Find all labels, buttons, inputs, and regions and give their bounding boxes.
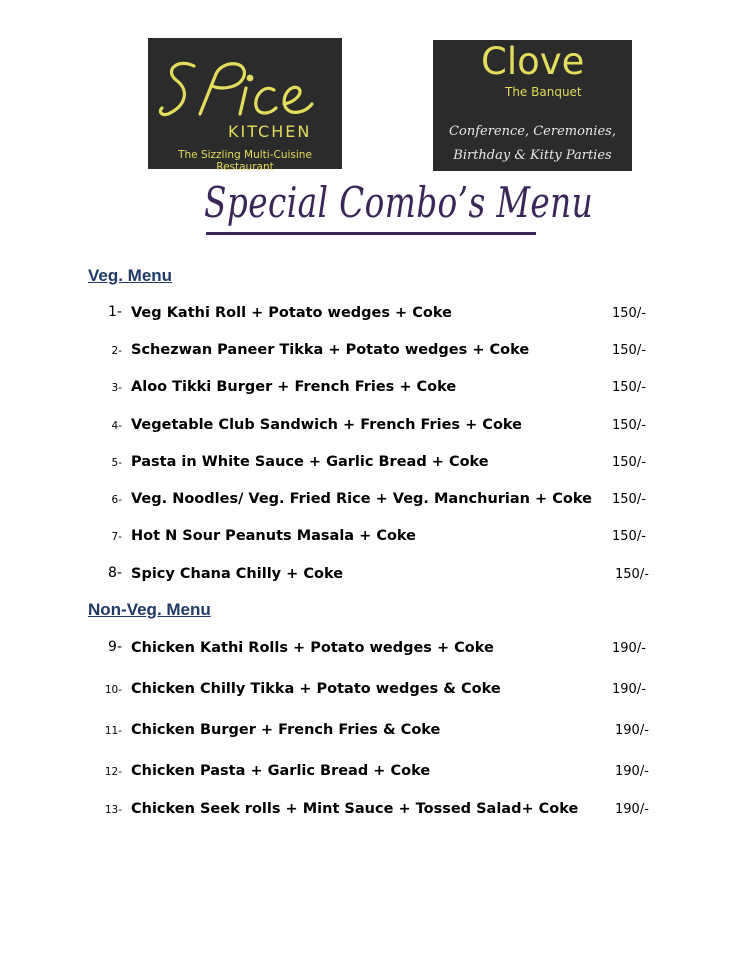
item-number: 2- [111, 345, 122, 357]
item-name: Chicken Chilly Tikka + Potato wedges & Coke [131, 681, 501, 697]
item-number: 12- [104, 766, 122, 778]
menu-item [0, 337, 742, 359]
item-price: 150/- [612, 529, 646, 544]
menu-item [0, 486, 742, 508]
menu-item [0, 374, 742, 396]
clove-banquet-logo [433, 40, 632, 171]
item-number: 4- [111, 420, 122, 432]
item-price: 150/- [612, 306, 646, 321]
menu-item [0, 561, 742, 583]
clove-name: Clove [481, 40, 585, 83]
item-name: Chicken Burger + French Fries & Coke [131, 722, 441, 738]
item-price: 150/- [612, 343, 646, 358]
menu-item [0, 412, 742, 434]
item-name: Chicken Seek rolls + Mint Sauce + Tossed Salad+ Coke [131, 801, 579, 817]
item-price: 150/- [615, 567, 649, 582]
item-number: 10- [104, 684, 122, 696]
menu-item [0, 635, 742, 657]
item-name: Veg Kathi Roll + Potato wedges + Coke [131, 305, 452, 321]
menu-item [0, 300, 742, 322]
nonveg-menu-heading: Non-Veg. Menu [88, 600, 211, 619]
item-price: 190/- [615, 723, 649, 738]
item-name: Hot N Sour Peanuts Masala + Coke [131, 528, 417, 544]
clove-services-line-1: Conference, Ceremonies, [449, 124, 616, 139]
item-price: 190/- [612, 682, 646, 697]
item-number: 6- [111, 494, 122, 506]
item-price: 150/- [612, 455, 646, 470]
item-name: Aloo Tikki Burger + French Fries + Coke [131, 379, 457, 395]
item-name: Chicken Kathi Rolls + Potato wedges + Coke [131, 640, 494, 656]
item-price: 150/- [612, 380, 646, 395]
item-name: Veg. Noodles/ Veg. Fried Rice + Veg. Manchurian + Coke [131, 491, 592, 507]
item-price: 190/- [615, 802, 649, 817]
item-price: 150/- [612, 492, 646, 507]
item-name: Spicy Chana Chilly + Coke [131, 566, 344, 582]
spice-kitchen-logo [148, 38, 342, 173]
item-name: Pasta in White Sauce + Garlic Bread + Coke [131, 454, 489, 470]
spice-tagline: The Sizzling Multi-Cuisine Restaurant [178, 149, 312, 173]
item-price: 190/- [615, 764, 649, 779]
clove-services-line-2: Birthday & Kitty Parties [453, 148, 612, 163]
menu-item [0, 449, 742, 471]
menu-item [0, 676, 742, 698]
item-number: 8- [108, 565, 122, 581]
veg-menu-heading: Veg. Menu [88, 266, 173, 285]
menu-item [0, 717, 742, 739]
menu-item [0, 523, 742, 545]
title-underline [206, 232, 536, 235]
item-name: Vegetable Club Sandwich + French Fries + Coke [131, 417, 522, 433]
item-number: 7- [111, 531, 122, 543]
item-number: 11- [104, 725, 122, 737]
spice-script-logo [156, 44, 336, 134]
item-number: 3- [111, 382, 122, 394]
item-name: Schezwan Paneer Tikka + Potato wedges + Coke [131, 342, 530, 358]
clove-subtitle: The Banquet [505, 85, 582, 99]
item-number: 1- [108, 304, 122, 320]
item-price: 190/- [612, 641, 646, 656]
menu-item [0, 796, 742, 818]
spice-kitchen-label: KITCHEN [228, 122, 312, 141]
item-number: 13- [104, 804, 122, 816]
item-name: Chicken Pasta + Garlic Bread + Coke [131, 763, 431, 779]
page-title: Special Combo’s Menu [204, 178, 594, 227]
menu-item [0, 758, 742, 780]
item-number: 5- [111, 457, 122, 469]
item-price: 150/- [612, 418, 646, 433]
item-number: 9- [108, 639, 122, 655]
